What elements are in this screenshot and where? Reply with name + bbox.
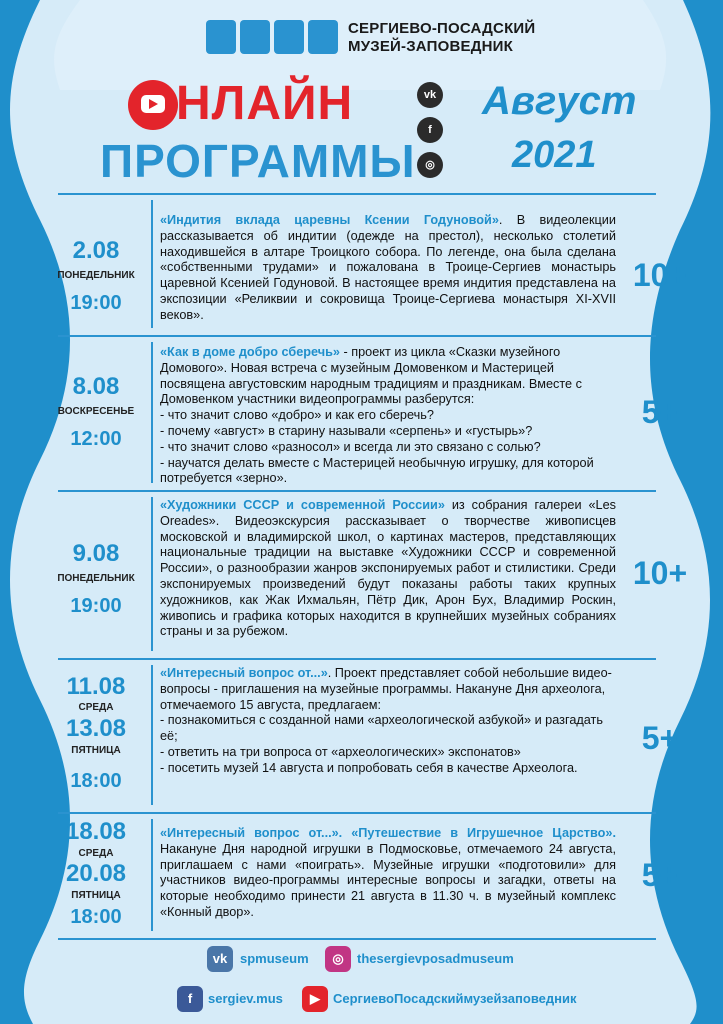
- youtube-icon[interactable]: ▶: [302, 986, 328, 1012]
- list-item: - что значит слово «добро» и как его сберечь?: [160, 408, 434, 423]
- age-rating: 5+: [641, 394, 679, 430]
- event-date: 2.08: [72, 237, 120, 264]
- event-title[interactable]: «Как в доме добро сберечь»: [160, 345, 340, 359]
- list-item: - почему «август» в старину называли «серпень» и «густырь»?: [160, 423, 533, 438]
- event-weekday-2: ПЯТНИЦА: [71, 745, 121, 756]
- event-time: 12:00: [70, 428, 122, 450]
- event-date: 9.08: [72, 540, 120, 567]
- age-rating: 10+: [632, 257, 688, 293]
- event-description: [160, 345, 616, 487]
- event-weekday: ВОСКРЕСЕНЬЕ: [57, 406, 135, 417]
- event-text: Накануне Дня народной игрушки в Подмосковье, отмечаемого 24 августа, приглашаем с нами «поиграть». Музейные игрушки «подготовили» для участников видео-программы интересные вопросы и загадки, ответы на которые необходимо принести 21 августа в 11.30 ч. в музейный комплекс «Конный двор».: [160, 841, 616, 919]
- instagram-icon[interactable]: ◎: [417, 152, 443, 178]
- column-divider: [151, 200, 153, 328]
- year: 2021: [512, 134, 597, 176]
- event-text: - проект из цикла «Сказки музейного Домового». Новая встреча с музейным Домовенком и Мастерицей посвящена августовским народным традициям и праздникам. Вместе с Домовенком участники видеопрограммы разберутся:: [160, 345, 582, 407]
- event-date-2: 13.08: [65, 715, 127, 742]
- event-date-2: 20.08: [65, 860, 127, 887]
- youtube-link[interactable]: СергиевоПосадскиймузейзаповедник: [333, 991, 577, 1006]
- vk-icon[interactable]: vk: [207, 946, 233, 972]
- divider: [58, 193, 656, 195]
- list-item: - посетить музей 14 августа и попробовать себя в качестве Археолога.: [160, 760, 578, 775]
- event-date: 18.08: [65, 818, 127, 845]
- museum-logo-icon: [206, 20, 342, 56]
- event-text: . Проект представляет собой небольшие видео-вопросы - приглашения на музейные программы. Накануне Дня археолога, отмечаемого 15 августа, предлагаем:: [160, 666, 612, 712]
- divider: [58, 812, 656, 814]
- event-time: 19:00: [70, 595, 122, 617]
- facebook-link[interactable]: sergiev.mus: [208, 991, 283, 1006]
- event-weekday: СРЕДА: [78, 702, 114, 713]
- age-rating: 5+: [641, 857, 679, 893]
- title-programs: ПРОГРАММЫ: [100, 135, 416, 187]
- list-item: - ответить на три вопроса от «археологических» экспонатов»: [160, 744, 521, 759]
- title-online: НЛАЙН: [176, 77, 354, 130]
- youtube-o-icon: [128, 80, 178, 130]
- instagram-icon[interactable]: ◎: [325, 946, 351, 972]
- event-description: [160, 498, 616, 640]
- event-weekday-2: ПЯТНИЦА: [71, 890, 121, 901]
- event-time: 18:00: [70, 906, 122, 928]
- list-item: - научатся делать вместе с Мастерицей необычную игрушку, для которой потребуется «зерно».: [160, 455, 594, 486]
- divider: [58, 335, 656, 337]
- event-text: из собрания галереи «Les Oreades». Видеоэкскурсия рассказывает о творчестве живописцев московской и владимирской школ, о картинах мастеров, представляющих национальные традиции на выставке «Художники СССР и современной России», о разнообразии жанров экспонируемых работ и стилистики. Среди экспонируемых произведений будут показаны работы таких крупных художников, как Жак Ихмальян, Пётр Дик, Арон Бух, Владимир Роскин, живопись и графика которых находится в крупнейших музейных собраниях страны и за рубежом.: [160, 498, 616, 639]
- facebook-icon[interactable]: f: [417, 117, 443, 143]
- age-rating: 10+: [632, 555, 688, 591]
- month: Август: [482, 79, 637, 123]
- museum-name-line2: МУЗЕЙ-ЗАПОВЕДНИК: [348, 38, 513, 55]
- event-date: 8.08: [72, 373, 120, 400]
- age-rating: 5+: [641, 720, 679, 756]
- divider: [58, 490, 656, 492]
- event-description: [160, 213, 616, 324]
- column-divider: [151, 342, 153, 483]
- facebook-icon[interactable]: f: [177, 986, 203, 1012]
- event-weekday: СРЕДА: [78, 848, 114, 859]
- divider: [58, 938, 656, 940]
- column-divider: [151, 497, 153, 651]
- event-weekday: ПОНЕДЕЛЬНИК: [57, 270, 135, 281]
- event-title[interactable]: «Интересный вопрос от...»: [160, 666, 328, 680]
- event-weekday: ПОНЕДЕЛЬНИК: [57, 573, 135, 584]
- column-divider: [151, 665, 153, 805]
- event-date: 11.08: [66, 673, 126, 700]
- museum-name-line1: СЕРГИЕВО-ПОСАДСКИЙ: [348, 20, 536, 37]
- vk-icon[interactable]: vk: [417, 82, 443, 108]
- instagram-link[interactable]: thesergievposadmuseum: [357, 951, 514, 966]
- event-description: [160, 826, 616, 921]
- event-text: . В видеолекции рассказывается об индитии (одежде на престол), несколько столетий находившейся в алтаре Троицкого собора. По легенде, она была сделана «собственными трудами» и пожалована в Троице-Сергиев монастырь царевной Ксенией Годуновой. В настоящее время индития представлена на экспозиции «Реликвии и сокровища Троице-Сергиева монастыря XI-XVII веков».: [160, 213, 616, 322]
- museum-name: [348, 20, 535, 56]
- event-title[interactable]: «Индития вклада царевны Ксении Годуновой»: [160, 213, 499, 227]
- list-item: - познакомиться с созданной нами «археологической азбукой» и разгадать её;: [160, 713, 603, 744]
- divider: [58, 658, 656, 660]
- event-time: 19:00: [70, 292, 122, 314]
- event-title[interactable]: «Интересный вопрос от...». «Путешествие в Игрушечное Царство».: [160, 826, 616, 840]
- list-item: - что значит слово «разносол» и всегда ли это связано с солью?: [160, 439, 541, 454]
- event-time: 18:00: [70, 770, 122, 792]
- column-divider: [151, 819, 153, 931]
- vk-link[interactable]: spmuseum: [240, 951, 309, 966]
- event-title[interactable]: «Художники СССР и современной России»: [160, 498, 445, 512]
- event-description: [160, 666, 616, 777]
